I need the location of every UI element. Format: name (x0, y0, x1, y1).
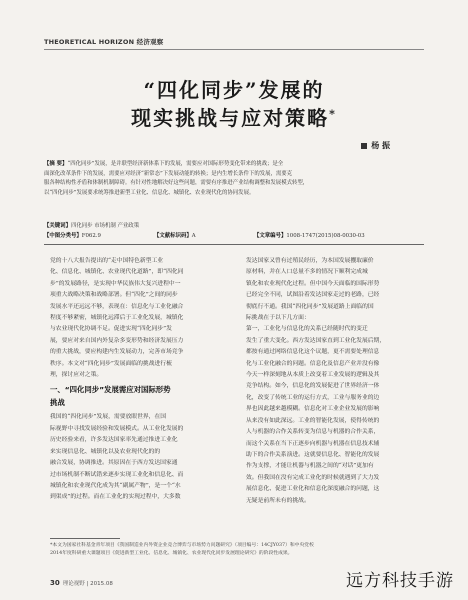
page-footer (50, 579, 113, 587)
abstract-line: 面深化改革条件下的发展，需要应对经济“新常态”下发展动能的转换；是内生增长条件下的发展，需要克 (44, 170, 293, 177)
page-number: 30 (50, 579, 60, 587)
section-tag: THEORETICAL HORIZON 经济观察 (44, 38, 164, 46)
author-name: 杨 振 (371, 140, 390, 150)
journal-issue: 理论视野 | 2015.08 (62, 581, 113, 587)
body-left-column (50, 256, 230, 504)
abstract-line: 以“四化同步”发展要求统筹推进新型工业化、信息化、城镇化、农业现代化的协同发展。 (44, 189, 255, 196)
section-heading-1: 一、“四化同步”发展需应对国际形势 挑战 (50, 385, 171, 408)
abstract (44, 160, 424, 198)
article-metadata (44, 221, 424, 241)
metadata-divider (44, 244, 424, 245)
footnote: *本文为国家社科基金青年项目《我国制造业内外资企业竞合博弈与市场势力问题研究》（项目编号：14CJY037）和中央党校 2014年度科研重大课题项目《促进新型工业化、信息化、城镇化、农业现代化同步发展理论研究》的阶段性成果。 (50, 543, 314, 557)
abstract-line: 【摘 要】“四化同步”发展，是并联型经济新体系下的发展，需要应对国际形势变化带来的挑战；是全 (44, 161, 284, 167)
article-title-line-1: “四化同步”发展的 (143, 78, 325, 102)
author-square-icon (361, 143, 367, 149)
intro-paragraph: 党的十八大报告提出的“走中国特色新型工业 化、信息化、城镇化、农业现代化道路”，即“四化同 步”的发展路径，是实现中华民族伟大复兴进程中一 项重大战略决策和战略部署。但“四化”之间的同步 发展水平还远远不够，表现在：信息化与工业化融合 程度不够紧密，城镇化远滞后于工业化发展，城镇化 与农业现代化协调不足。促进实现“四化同步”发 展，要应对来自国内外复杂多变形势和经济发展压力 的重大挑战，要应构建内生发展动力，完善市场竞争 秩序。本文对“四化同步”发展面临的挑战进行梳 理，探讨应对之策。 (50, 258, 184, 379)
body-right-column (246, 256, 426, 507)
title-footnote-mark: * (329, 107, 337, 121)
running-header (44, 35, 424, 49)
right-column-text: 发达国家又曾有过殖民经历，为本国发展攫取廉价 原材料，并在人口总量不多的情况下顺利完成城 镇化和农业现代化过程。但中国今天面临的国际形势 已经完全不同，试图沿着发达国家走过的老路，已经 彻底行不通。我国“四化同步”发展道路上面临的国 际挑战在于以下几方面： 第一，工业化与信息化的关系已经随时代的变迁 发生了重大变化。西方发达国家直到工业化发展后期， 都按有通过网络信息化这个议题，更不需要处理信息 化与工业化融合的问题。信息化及信息产业并没有像 今天一样深刻地从本质上改变着工业发展的逻辑及其 竞争结构。如今，信息化的发展促进了世界经济一体 化，改变了传统工业的运行方式，工业与服务业的边 界也因此越来越模糊。信息化对工业企业发展的影响 从来没有如此深远。工业的智能化发展，使得传统的 人与机器的合作关系转变为信息与机器的合作关系， 而这个关系在当下正逐步向机器与机器在信息技术辅 助下的合作关系演进。这就要信息化、智能化的发展 作为支撑，才能让机器与机器之间的“对话”更加有 效。但我国在没有完成工业化的时候就遇到了大力发 展信息化、促进工业化和信息化深度融合的问题，这 无疑是前所未有的挑战。 (246, 258, 386, 504)
header-divider (44, 49, 424, 50)
classification-row: 【中图分类号】F062.9 【文献标识码】A 【文章编号】1008-1747(2015)08-0030-03 (44, 233, 365, 239)
author-byline (361, 140, 390, 151)
keywords-row: 【关键词】四化同步 市场机制 产业政策 (44, 223, 140, 229)
footnote-divider (50, 538, 120, 539)
abstract-line: 服各种结构性矛盾和体制机制障碍。有针对性地解决好这些问题，需要有序推进产业结构调整和发展模式转型， (44, 180, 309, 187)
section1-paragraph: 我国的“四化同步”发展，需要放眼世界，在国 际视野中寻找发展经验和发展模式。从工业化发展的 历史经验来看，许多发达国家率先通过推进工业化 来实现信息化、城镇化以及农业现代化的的 融合发展，协调推进。其原因在于西方发达国家通 过市场机制不断试错来逐步实现工业化和信息化、而 城镇化和农业现代化成为其“副属产物”，是一个“水 到渠成”的过程。而在工业化的实现过程中，大多数 (50, 414, 184, 501)
watermark-text: 远方科技手游 (346, 571, 454, 591)
article-title-line-2: 现实挑战与应对策略* (131, 106, 337, 130)
